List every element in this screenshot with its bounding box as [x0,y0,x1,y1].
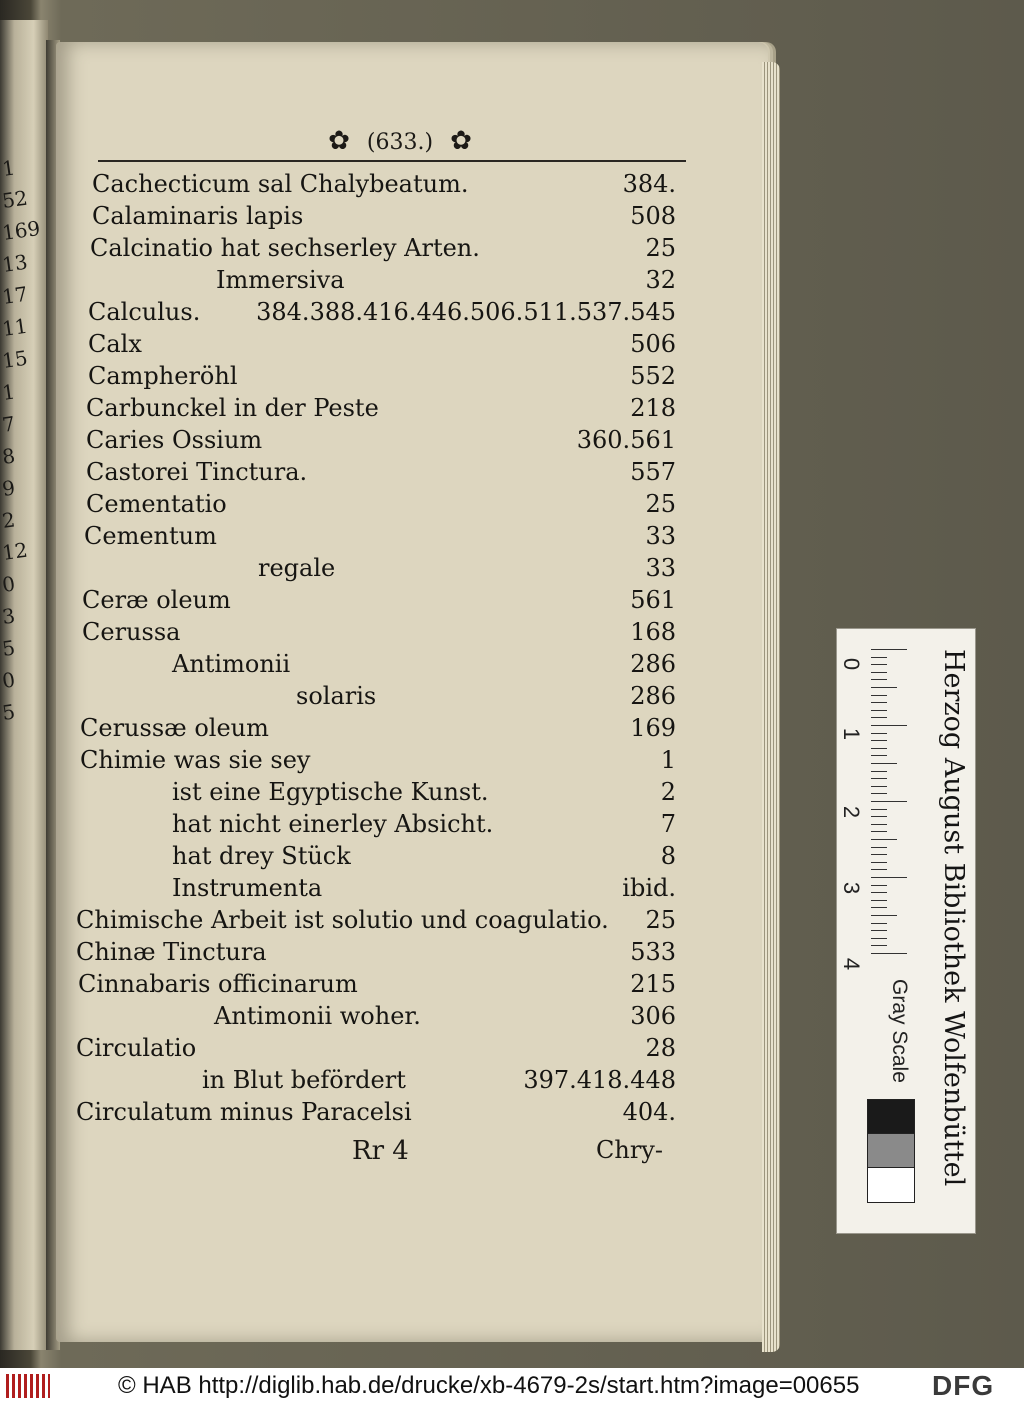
entry-term: Cerussæ oleum [80,714,269,742]
gray-swatch-light [867,1167,915,1203]
index-entry [80,744,676,776]
entry-term: Instrumenta [172,874,323,902]
ruler-tick [871,801,907,802]
entry-term: Calx [88,330,142,358]
entry-pages: 7 [660,810,676,838]
catchword: Chry- [596,1136,663,1164]
index-entry [86,392,676,424]
entry-pages: 1 [660,746,676,774]
ruler-number: 2 [839,805,865,819]
entry-pages: 508 [630,202,676,230]
index-entry [202,1064,676,1096]
entry-term: in Blut befördert [202,1066,406,1094]
margin-mark: 0 [0,667,17,693]
ruler-tick [871,717,887,718]
ruler-tick [871,725,907,726]
entry-pages: 552 [630,362,676,390]
index-entry [78,968,676,1000]
ruler-tick [871,649,907,650]
bottom-bar [0,1368,1024,1405]
entry-pages: 286 [630,650,676,678]
index-entry [76,936,676,968]
entry-pages: 306 [630,1002,676,1030]
index-entry [84,520,676,552]
entry-pages: ibid. [622,874,676,902]
entry-term: Cachecticum sal Chalybeatum. [92,170,469,198]
ruler-tick [871,862,887,863]
ruler-tick [871,755,887,756]
gray-swatch-dark [867,1099,915,1135]
entry-pages: 169 [630,714,676,742]
entry-pages: 404. [622,1098,676,1126]
entry-term: Cerussa [82,618,181,646]
entry-pages: 384.388.416.446.506.511.537.545 [256,298,676,326]
entry-pages: 286 [630,682,676,710]
index-entry [172,808,676,840]
index-entry [92,168,676,200]
page-header [250,126,550,156]
index-entry [86,488,676,520]
entry-term: Castorei Tinctura. [86,458,308,486]
ruler-tick [871,809,887,810]
ruler-tick [871,847,887,848]
entry-term: Cementum [84,522,217,550]
entry-pages: 32 [645,266,676,294]
entry-term: Chimie was sie sey [80,746,311,774]
entry-term: hat nicht einerley Absicht. [172,810,494,838]
ruler-tick [871,900,887,901]
entry-term: Chinæ Tinctura [76,938,267,966]
entry-term: Calaminaris lapis [92,202,304,230]
entry-pages: 506 [630,330,676,358]
entry-term: Antimonii [172,650,291,678]
margin-mark: 13 [0,249,30,277]
entry-term: Cinnabaris officinarum [78,970,358,998]
margin-mark: 3 [0,603,17,629]
page-edges [762,62,780,1352]
ruler-tick [871,907,887,908]
entry-pages: 33 [645,554,676,582]
page-number: (633.) [366,130,434,155]
ruler-tick [871,657,887,658]
margin-mark: 1 [0,379,17,405]
index-entry [214,1000,676,1032]
entry-pages: 2 [660,778,676,806]
margin-mark: 8 [0,443,17,469]
margin-mark: 52 [0,185,30,213]
margin-mark: 5 [0,635,17,661]
index-entry [216,264,676,296]
entry-pages: 33 [645,522,676,550]
ruler-tick [871,710,887,711]
ruler-tick [871,687,897,688]
margin-marks [2,150,46,726]
entry-term: regale [258,554,336,582]
entry-term: Immersiva [216,266,345,294]
entry-pages: 8 [660,842,676,870]
ruler-tick [871,824,887,825]
index-entry [88,360,676,392]
index-entry [86,456,676,488]
ruler-tick [871,664,887,665]
ruler-tick [871,915,897,916]
ruler-tick [871,854,887,855]
margin-mark: 11 [0,313,30,341]
entry-pages: 215 [630,970,676,998]
index-entry [76,1032,676,1064]
signature-mark: Rr 4 [352,1136,409,1166]
entry-pages: 384. [622,170,676,198]
ruler-tick [871,885,887,886]
entry-pages: 561 [630,586,676,614]
ruler-scale [841,639,931,969]
ruler-tick [871,945,887,946]
ruler-tick [871,778,887,779]
index-entry [90,232,676,264]
entry-pages: 25 [645,234,676,262]
entry-term: Caries Ossium [86,426,263,454]
index-entry [80,712,676,744]
ruler-tick [871,839,897,840]
ruler-number: 0 [839,657,865,671]
index-entry [172,872,676,904]
entry-pages: 25 [645,490,676,518]
margin-mark: 1 [0,155,17,181]
gray-scale-label: Gray Scale [888,979,911,1083]
ruler-tick [871,831,887,832]
ornament-left-icon: ✿ [328,126,350,156]
entry-pages: 168 [630,618,676,646]
index-entry [172,648,676,680]
header-rule [98,160,686,162]
gray-swatch-mid [867,1133,915,1169]
margin-mark: 7 [0,411,17,437]
ruler-tick [871,733,887,734]
ruler-number: 1 [839,727,865,741]
ruler-tick [871,892,887,893]
entry-pages: 397.418.448 [523,1066,676,1094]
dfg-logo: DFG [932,1370,995,1401]
entry-term: Calculus. [88,298,201,326]
scale-ruler [836,628,976,1234]
margin-mark: 12 [0,537,30,565]
entry-pages: 218 [630,394,676,422]
ruler-tick [871,877,907,878]
margin-mark: 169 [0,215,42,245]
ruler-number: 4 [839,957,865,971]
ruler-tick [871,930,887,931]
ruler-tick [871,679,887,680]
ruler-tick [871,786,887,787]
entry-pages: 25 [645,906,676,934]
ruler-tick [871,695,887,696]
entry-term: Circulatio [76,1034,197,1062]
ruler-tick [871,953,907,954]
index-entry [258,552,676,584]
ruler-tick [871,763,897,764]
margin-mark: 5 [0,699,17,725]
ruler-tick [871,923,887,924]
entry-term: Cementatio [86,490,227,518]
ruler-tick [871,816,887,817]
entry-pages: 28 [645,1034,676,1062]
index-entry [76,904,676,936]
ruler-tick [871,938,887,939]
entry-term: ist eine Egyptische Kunst. [172,778,489,806]
entry-term: Carbunckel in der Peste [86,394,379,422]
margin-mark: 17 [0,281,30,309]
ruler-tick [871,771,887,772]
margin-mark: 0 [0,571,17,597]
index-entry [296,680,676,712]
entry-term: Campheröhl [88,362,238,390]
margin-mark: 2 [0,507,17,533]
index-entry [88,328,676,360]
hab-logo-icon [6,1374,50,1398]
index-entry [172,776,676,808]
index-entry [76,1096,676,1128]
ruler-tick [871,672,887,673]
ruler-tick [871,793,887,794]
ruler-tick [871,702,887,703]
index-entry [82,616,676,648]
entry-term: solaris [296,682,377,710]
ornament-right-icon: ✿ [450,126,472,156]
credit-link[interactable]: © HAB http://diglib.hab.de/drucke/xb-4679-2s/start.htm?image=00655 [118,1372,860,1399]
entry-term: Circulatum minus Paracelsi [76,1098,412,1126]
entry-term: Ceræ oleum [82,586,231,614]
entry-term: Calcinatio hat sechserley Arten. [90,234,480,262]
entry-term: hat drey Stück [172,842,351,870]
entry-pages: 557 [630,458,676,486]
ruler-tick [871,740,887,741]
entry-pages: 360.561 [576,426,676,454]
entry-pages: 533 [630,938,676,966]
ruler-tick [871,869,887,870]
index-entry [88,296,676,328]
entry-term: Antimonii woher. [214,1002,421,1030]
index-entry [82,584,676,616]
index-entry [86,424,676,456]
index-entry [172,840,676,872]
margin-mark: 15 [0,345,30,373]
institution-label: Herzog August Bibliothek Wolfenbüttel [938,649,969,1187]
ruler-number: 3 [839,881,865,895]
index-entry [92,200,676,232]
margin-mark: 9 [0,475,17,501]
ruler-tick [871,748,887,749]
entry-term: Chimische Arbeit ist solutio und coagulatio. [76,906,609,934]
